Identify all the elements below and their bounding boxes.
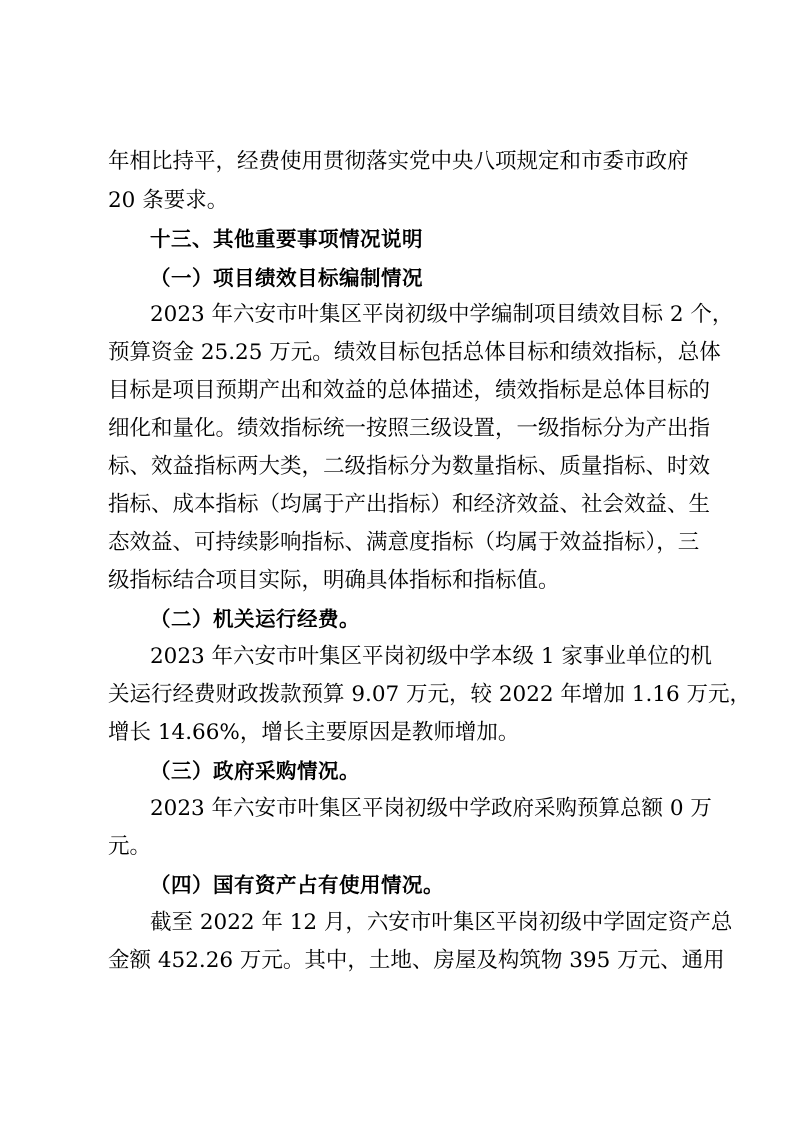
subsection-heading: （四）国有资产占有使用情况。: [150, 873, 444, 897]
paragraph-line: 预算资金 25.25 万元。绩效目标包括总体目标和绩效指标，总体: [108, 340, 721, 365]
subsection-heading: （二）机关运行经费。: [150, 607, 360, 631]
subsection-heading: （一）项目绩效目标编制情况: [150, 266, 423, 290]
paragraph-line: 2023 年六安市叶集区平岗初级中学政府采购预算总额 0 万: [150, 796, 712, 821]
paragraph-line: 2023 年六安市叶集区平岗初级中学本级 1 家事业单位的机: [150, 644, 712, 669]
paragraph-line: 增长 14.66%，增长主要原因是教师增加。: [108, 720, 520, 745]
paragraph-line: 指标、成本指标（均属于产出指标）和经济效益、社会效益、生: [108, 492, 711, 517]
section-heading: 十三、其他重要事项情况说明: [150, 227, 423, 251]
paragraph-line: 细化和量化。绩效指标统一按照三级设置，一级指标分为产出指: [108, 416, 711, 441]
paragraph-line: 态效益、可持续影响指标、满意度指标（均属于效益指标），三: [108, 530, 700, 555]
paragraph-line: 2023 年六安市叶集区平岗初级中学编制项目绩效目标 2 个，: [150, 302, 734, 327]
paragraph-line: 20 条要求。: [108, 188, 229, 213]
subsection-heading: （三）政府采购情况。: [150, 759, 360, 783]
paragraph-line: 目标是项目预期产出和效益的总体描述，绩效指标是总体目标的: [108, 378, 711, 403]
paragraph-line: 级指标结合项目实际，明确具体指标和指标值。: [108, 568, 560, 593]
paragraph-line: 标、效益指标两大类，二级指标分为数量指标、质量指标、时效: [108, 454, 711, 479]
paragraph-line: 年相比持平，经费使用贯彻落实党中央八项规定和市委市政府: [108, 149, 689, 174]
paragraph-line: 元。: [108, 834, 152, 859]
paragraph-line: 截至 2022 年 12 月，六安市叶集区平岗初级中学固定资产总: [150, 910, 733, 935]
paragraph-line: 关运行经费财政拨款预算 9.07 万元，较 2022 年增加 1.16 万元，: [108, 682, 751, 707]
paragraph-line: 金额 452.26 万元。其中，土地、房屋及构筑物 395 万元、通用: [108, 948, 725, 973]
